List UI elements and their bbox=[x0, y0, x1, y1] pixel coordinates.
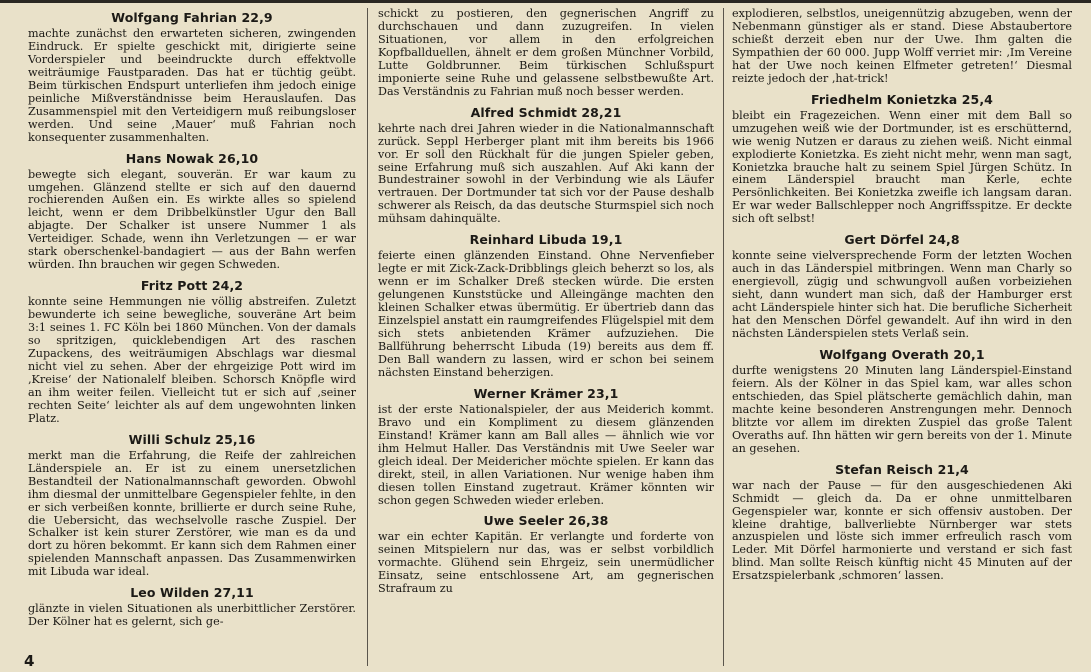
player-review: bewegte sich elegant, souverän. Er war kaum zu umgehen. Glänzend stellte er sich auf den dauernd rochierenden Außen ein. Es wirkte alles so spielend leicht, wenn er dem Dribbelkünstler Ugur den Ball abjagte. Der Schalker ist unsere Nummer 1 als Verteidiger. Schade, wenn ihn Verletzungen — er war stark oberschenkel-bandagiert — aus der Bahn werfen würden. Ihn brauchen wir gegen Schweden. bbox=[28, 167, 356, 272]
player-heading: Hans Nowak 26,10 bbox=[125, 150, 259, 166]
player-heading: Stefan Reisch 21,4 bbox=[835, 461, 969, 477]
player-review: feierte einen glänzenden Einstand. Ohne Nervenfieber legte er mit Zick-Zack-Dribblings gleich beherzt so los, als wenn er im Schalker Dreß stecken würde. Die ersten gelungenen Kunststücke und Alleingänge machten den kleinen Schalker etwas übermütig. Er übertrieb dann das Einzelspiel anstatt ein raumgreifendes Flügelspiel mit dem sich stets anbietenden Krämer aufzuziehen. Die Ballführung beherrscht Libuda (19) bereits aus dem ff. Den Ball wandern zu lassen, wird er schon bei seinem nächsten Einstand beherzigen. bbox=[378, 249, 714, 379]
player-heading: Willi Schulz 25,16 bbox=[128, 431, 256, 447]
page-number: 4 bbox=[24, 652, 35, 670]
player-review: war ein echter Kapitän. Er verlangte und forderte von seinen Mitspielern nur das, was er selbst vorbildlich vormachte. Glühend sein Ehrgeiz, sein unermüdlicher Einsatz, seine entschlossene Art, am gegnerischen Strafraum zu bbox=[378, 530, 714, 596]
player-heading: Uwe Seeler 26,38 bbox=[483, 513, 609, 529]
player-heading: Wolfgang Overath 20,1 bbox=[819, 346, 985, 362]
player-review: kehrte nach drei Jahren wieder in die Nationalmannschaft zurück. Seppl Herberger plant mit ihm bereits bis 1966 vor. Er soll den Rückhalt für die jungen Spieler geben, seine Erfahrung muß sich auszahlen. Auf Aki kann der Bundestrainer sowohl in der Verbindung wie als Läufer vertrauen. Der Dortmunder tat sich vor der Pause deshalb schwerer als Reisch, da das deutsche Sturmspiel sich noch mühsam dahinquälte. bbox=[378, 121, 714, 226]
top-rule bbox=[0, 0, 1091, 3]
column-1 bbox=[28, 8, 356, 629]
player-review: durfte wenigstens 20 Minuten lang Länderspiel-Einstand feiern. Als der Kölner in das Spiel kam, war alles schon entschieden, das Spiel plätscherte gemächlich dahin, man machte keine besonderen Anstrengungen mehr. Dennoch blitzte vor allem im direkten Zuspiel das große Talent Overaths auf. Ihn hätten wir gern bereits von der 1. Minute an gesehen. bbox=[732, 363, 1072, 455]
column-divider bbox=[723, 8, 724, 666]
player-heading: Alfred Schmidt 28,21 bbox=[470, 104, 622, 120]
column-2 bbox=[378, 8, 714, 596]
player-review: ist der erste Nationalspieler, der aus Meiderich kommt. Bravo und ein Kompliment zu diesem glänzenden Einstand! Krämer kann am Ball alles — ähnlich wie vor ihm Helmut Haller. Das Verständnis mit Uwe Seeler war gleich ideal. Der Meidericher möchte spielen. Er kann das direkt, steil, in allen Variationen. Nur wenige haben ihm diesen tollen Einstand zugetraut. Krämer könnten wir schon gegen Schweden wieder erleben. bbox=[378, 402, 714, 507]
player-heading: Wolfgang Fahrian 22,9 bbox=[111, 10, 273, 25]
player-heading: Friedhelm Konietzka 25,4 bbox=[811, 91, 993, 107]
player-review: merkt man die Erfahrung, die Reife der zahlreichen Länderspiele an. Er ist zu einem unersetzlichen Bestandteil der Nationalmannschaft geworden. Obwohl ihm diesmal der unmittelbare Gegenspieler fehlte, in den er sich verbeißen konnte, brillierte er durch seine Ruhe, die Uebersicht, das wechselvolle rasche Zuspiel. Der Schalker ist kein sturer Zerstörer, wie man es da und dort zu hören bekommt. Er kann sich dem Rahmen einer spielenden Mannschaft anpassen. Das Zusammenwirken mit Libuda war ideal. bbox=[28, 448, 356, 579]
column-3 bbox=[732, 8, 1072, 583]
player-review-continued: schickt zu postieren, den gegnerischen Angriff zu durchschauen und dann zuzugreifen. In vielen Situationen, vor allem in den erfolgreichen Kopfballduellen, ähnelt er dem großen Münchner Vorbild, Lutte Goldbrunner. Beim türkischen Schlußspurt imponierte seine Ruhe und gelassene selbstbewußte Art. Das Verständnis zu Fahrian muß noch besser werden. bbox=[378, 7, 714, 98]
player-review: bleibt ein Fragezeichen. Wenn einer mit dem Ball so umzugehen weiß wie der Dortmunder, ist es erschütternd, wie wenig Nutzen er daraus zu ziehen weiß. Nicht einmal explodierte Konietzka. Es zieht nicht mehr, wenn man sagt, Konietzka brauche halt zu seinem Spiel Jürgen Schütz. In einem Länderspiel braucht man Kerle, echte Persönlichkeiten. Bei Konietzka zweifle ich langsam daran. Er war weder Ballschlepper noch Angriffsspitze. Er deckte sich oft selbst! bbox=[732, 108, 1072, 226]
column-divider bbox=[367, 8, 368, 666]
player-heading: Leo Wilden 27,11 bbox=[130, 585, 254, 601]
player-review: machte zunächst den erwarteten sicheren, zwingenden Eindruck. Er spielte geschickt mit, dirigierte seine Vorderspieler und beeindruckte durch effektvolle weiträumige Faustparaden. Das hat er tüchtig geübt. Beim türkischen Endspurt unterliefen ihm jedoch einige peinliche Mißverständnisse beim Herauslaufen. Das Zusammenspiel mit den Verteidigern muß reibungsloser werden. Und seine ‚Mauer‘ muß Fahrian noch konsequenter zusammenhalten. bbox=[28, 27, 356, 144]
player-heading: Gert Dörfel 24,8 bbox=[844, 232, 960, 248]
player-heading: Werner Krämer 23,1 bbox=[473, 385, 619, 401]
player-review-continued: explodieren, selbstlos, uneigennützig abzugeben, wenn der Nebenmann günstiger als er stand. Diese Abstaubertore schießt derzeit eben nur der Uwe. Ihm galten die Sympathien der 60 000. Jupp Wolff verriet mir: ‚Im Vereine hat der Uwe noch keinen Elfmeter getreten!‘ Diesmal reizte jedoch der ‚hat-trick! bbox=[732, 7, 1072, 85]
player-review: konnte seine vielversprechende Form der letzten Wochen auch in das Länderspiel mitbringen. Wenn man Charly so energievoll, zügig und schwungvoll außen vorbeiziehen sieht, dann wundert man sich, daß der Hamburger erst acht Länderspiele hinter sich hat. Die berufliche Sicherheit hat den Menschen Dörfel gewandelt. Auf ihn wird in den nächsten Länderspielen stets Verlaß sein. bbox=[732, 249, 1072, 341]
player-review: war nach der Pause — für den ausgeschiedenen Aki Schmidt — gleich da. Da er ohne unmittelbaren Gegenspieler war, konnte er sich offensiv austoben. Der kleine drahtige, ballverliebte Nürnberger war stets anzuspielen und löste sich immer erfreulich rasch vom Leder. Mit Dörfel harmonierte und verstand er sich fast blind. Man sollte Reisch künftig nicht 45 Minuten auf der Ersatzspielerbank ‚schmoren‘ lassen. bbox=[732, 478, 1072, 583]
player-review: konnte seine Hemmungen nie völlig abstreifen. Zuletzt bewunderte ich seine bewegliche, souveräne Art beim 3:1 seines 1. FC Köln bei 1860 München. Von der damals so spritzigen, quicklebendigen Art des raschen Zupackens, des weiträumigen Abschlags war diesmal nicht viel zu sehen. Aber der ehrgeizige Pott wird im ‚Kreise‘ der Nationalelf bleiben. Schorsch Knöpfle wird an ihm weiter feilen. Vielleicht tut er sich auf ‚seiner rechten Seite‘ leichter als auf dem ungewohnten linken Platz. bbox=[28, 295, 356, 425]
player-review: glänzte in vielen Situationen als unerbittlicher Zerstörer. Der Kölner hat es gelernt, sich ge- bbox=[28, 602, 356, 629]
player-heading: Fritz Pott 24,2 bbox=[140, 278, 244, 294]
player-heading: Reinhard Libuda 19,1 bbox=[469, 232, 623, 248]
